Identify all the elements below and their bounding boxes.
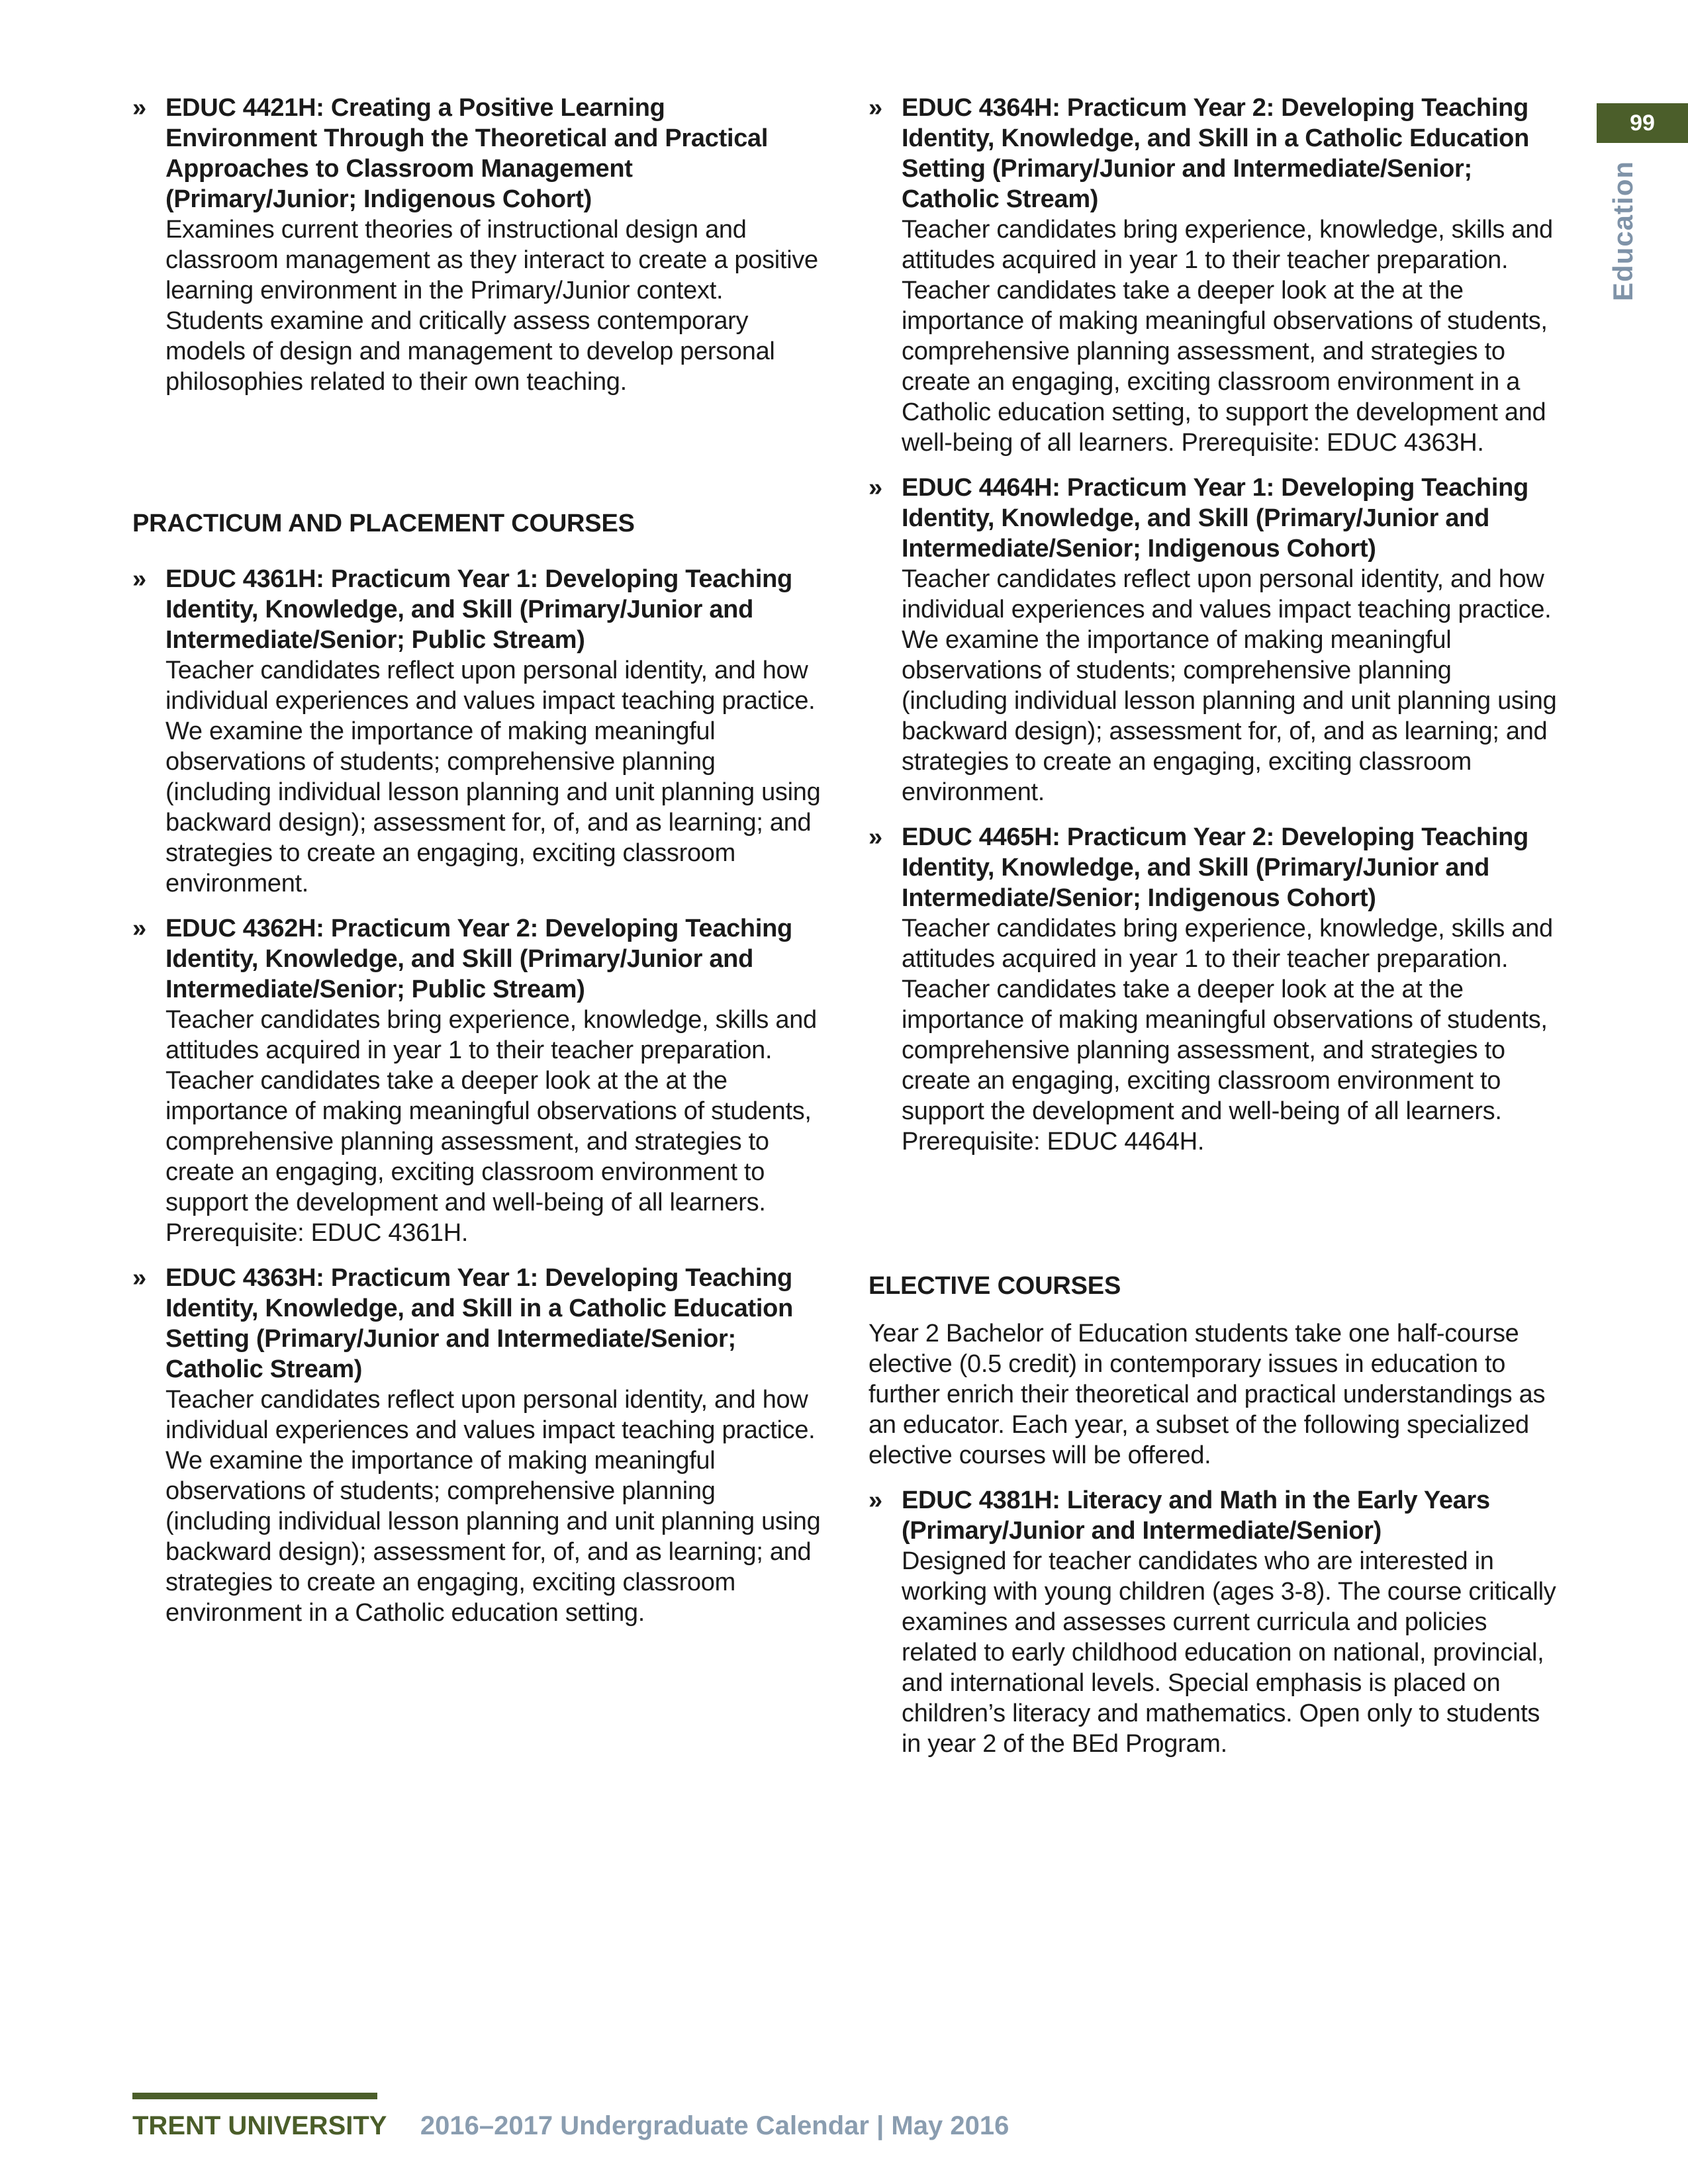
- section-side-label: Education: [1607, 160, 1638, 301]
- course-description: Teacher candidates reflect upon personal identity, and how individual experiences and values impact teaching practice. We examine the importance of making meaningful observations of students; comprehensive planning (including individual lesson planning and unit planning using backward design); assessment for, of, and as learning; and strategies to create an engaging, exciting classroom environment.: [902, 565, 1557, 806]
- footer-rule: [132, 2093, 377, 2099]
- bullet-marker: »: [868, 94, 883, 122]
- course-title: EDUC 4361H: Practicum Year 1: Developing Teaching Identity, Knowledge, and Skill (Primary/Junior and Intermediate/Senior; Public Stream): [165, 565, 792, 654]
- course-description: Teacher candidates reflect upon personal identity, and how individual experiences and values impact teaching practice. We examine the importance of making meaningful observations of students; comprehensive planning (including individual lesson planning and unit planning using backward design); assessment for, of, and as learning; and strategies to create an engaging, exciting classroom environment in a Catholic education setting.: [165, 1386, 821, 1627]
- elective-intro-paragraph: Year 2 Bachelor of Education students take one half-course elective (0.5 credit) in contemporary issues in education to further enrich their theoretical and practical understandings as an educator. Each year, a subset of the following specialized elective courses will be offered.: [868, 1320, 1546, 1469]
- bullet-marker: »: [132, 1264, 147, 1292]
- page-number-tab: [1597, 103, 1688, 143]
- course-title: EDUC 4464H: Practicum Year 1: Developing Teaching Identity, Knowledge, and Skill (Primary/Junior and Intermediate/Senior; Indigenous Cohort): [902, 474, 1528, 563]
- bullet-marker: »: [868, 823, 883, 851]
- course-entry: [132, 93, 821, 397]
- course-entry: [868, 1485, 1557, 1759]
- course-entry: [132, 913, 821, 1248]
- course-entry: [132, 564, 821, 899]
- course-title: EDUC 4381H: Literacy and Math in the Early Years (Primary/Junior and Intermediate/Senior): [902, 1486, 1490, 1545]
- course-entry: [868, 93, 1557, 458]
- left-column: [132, 93, 821, 1643]
- page-footer: [132, 2111, 1009, 2141]
- course-title: EDUC 4362H: Practicum Year 2: Developing Teaching Identity, Knowledge, and Skill (Primary/Junior and Intermediate/Senior; Public Stream): [165, 915, 792, 1003]
- bullet-marker: »: [868, 474, 883, 502]
- bullet-marker: »: [868, 1486, 883, 1514]
- footer-calendar-title: 2016–2017 Undergraduate Calendar | May 2016: [420, 2111, 1009, 2140]
- bullet-marker: »: [132, 565, 147, 593]
- course-description: Teacher candidates bring experience, knowledge, skills and attitudes acquired in year 1 to their teacher preparation. Teacher candidates take a deeper look at the at the importance of making meaningful observations of students, comprehensive planning assessment, and strategies to create an engaging, exciting classroom environment in a Catholic education setting, to support the development and well-being of all learners. Prerequisite: EDUC 4363H.: [902, 216, 1553, 457]
- course-title: EDUC 4421H: Creating a Positive Learning Environment Through the Theoretical and Practical Approaches to Classroom Management (Primary/Junior; Indigenous Cohort): [165, 94, 769, 213]
- elective-section-heading: ELECTIVE COURSES: [868, 1272, 1121, 1300]
- footer-university: TRENT UNIVERSITY: [132, 2111, 387, 2140]
- course-title: EDUC 4465H: Practicum Year 2: Developing Teaching Identity, Knowledge, and Skill (Primary/Junior and Intermediate/Senior; Indigenous Cohort): [902, 823, 1528, 912]
- course-entry: [132, 1263, 821, 1628]
- course-entry: [868, 473, 1557, 807]
- page-number: 99: [1630, 111, 1655, 136]
- right-column: [868, 93, 1557, 1774]
- course-description: Teacher candidates bring experience, knowledge, skills and attitudes acquired in year 1 to their teacher preparation. Teacher candidates take a deeper look at the at the importance of making meaningful observations of students, comprehensive planning assessment, and strategies to create an engaging, exciting classroom environment to support the development and well-being of all learners. Prerequisite: EDUC 4361H.: [165, 1006, 817, 1247]
- course-title: EDUC 4363H: Practicum Year 1: Developing Teaching Identity, Knowledge, and Skill in a Catholic Education Setting (Primary/Junior and Intermediate/Senior; Catholic Stream): [165, 1264, 793, 1383]
- course-title: EDUC 4364H: Practicum Year 2: Developing Teaching Identity, Knowledge, and Skill in a Catholic Education Setting (Primary/Junior and Intermediate/Senior; Catholic Stream): [902, 94, 1529, 213]
- course-description: Teacher candidates reflect upon personal identity, and how individual experiences and values impact teaching practice. We examine the importance of making meaningful observations of students; comprehensive planning (including individual lesson planning and unit planning using backward design); assessment for, of, and as learning; and strategies to create an engaging, exciting classroom environment.: [165, 657, 821, 897]
- bullet-marker: »: [132, 94, 147, 122]
- course-description: Teacher candidates bring experience, knowledge, skills and attitudes acquired in year 1 to their teacher preparation. Teacher candidates take a deeper look at the at the importance of making meaningful observations of students, comprehensive planning assessment, and strategies to create an engaging, exciting classroom environment to support the development and well-being of all learners. Prerequisite: EDUC 4464H.: [902, 915, 1553, 1156]
- bullet-marker: »: [132, 915, 147, 942]
- practicum-section-heading: PRACTICUM AND PLACEMENT COURSES: [132, 510, 635, 537]
- course-entry: [868, 822, 1557, 1157]
- course-description: Designed for teacher candidates who are interested in working with young children (ages 3-8). The course critically examines and assesses current curricula and policies related to early childhood education on national, provincial, and international levels. Special emphasis is placed on children’s literacy and mathematics. Open only to students in year 2 of the BEd Program.: [902, 1547, 1556, 1758]
- course-description: Examines current theories of instructional design and classroom management as they interact to create a positive learning environment in the Primary/Junior context. Students examine and critically assess contemporary models of design and management to develop personal philosophies related to their own teaching.: [165, 216, 818, 396]
